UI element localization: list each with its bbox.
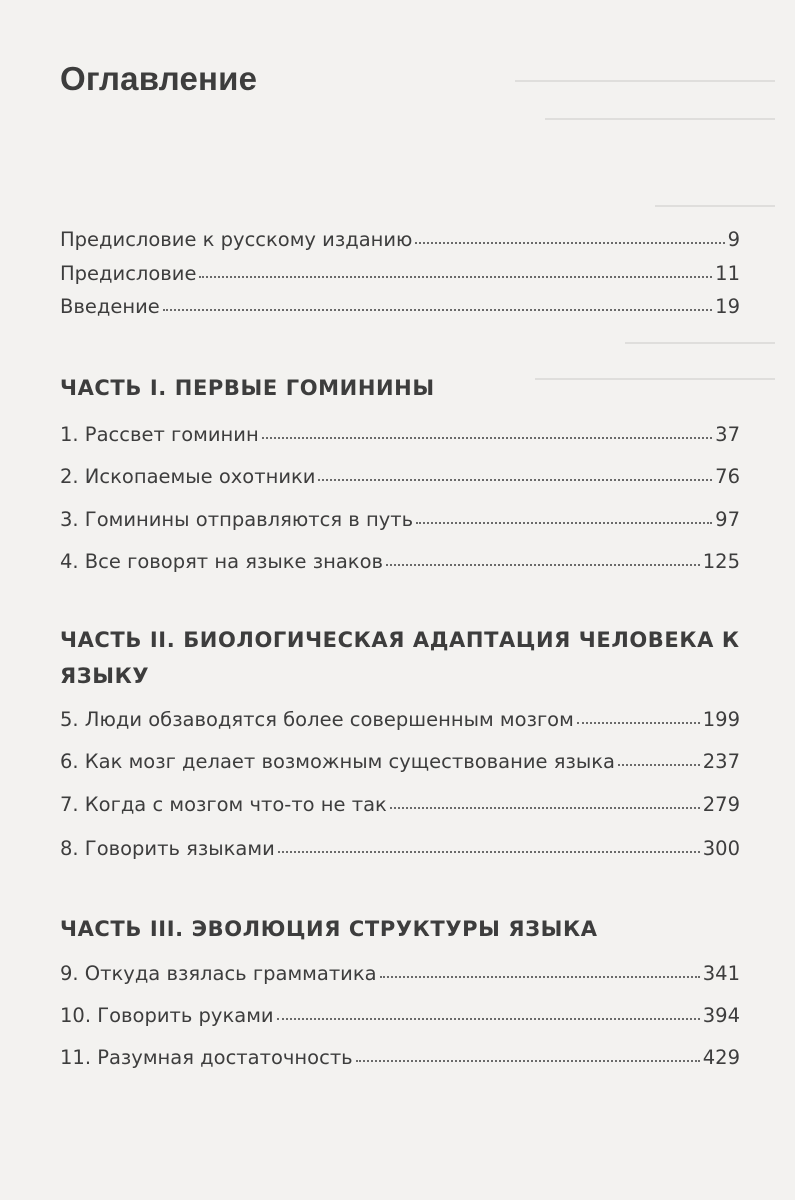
dot-leader bbox=[415, 238, 724, 244]
entry-label: 6. Как мозг делает возможным существование языка bbox=[60, 750, 615, 773]
entry-page-number: 429 bbox=[702, 1046, 740, 1069]
entry-label: 5. Люди обзаводятся более совершенным мозгом bbox=[60, 708, 574, 731]
entry-page-number: 341 bbox=[702, 962, 740, 985]
entry-page-number: 37 bbox=[715, 423, 740, 446]
entry-label: 4. Все говорят на языке знаков bbox=[60, 550, 383, 573]
toc-entry-chapter-7[interactable] bbox=[60, 793, 740, 816]
toc-entry-chapter-1[interactable] bbox=[60, 423, 740, 446]
dot-leader bbox=[390, 803, 700, 809]
entry-page-number: 279 bbox=[702, 793, 740, 816]
toc-entry-chapter-4[interactable] bbox=[60, 550, 740, 573]
dot-leader bbox=[386, 560, 700, 566]
toc-entry-introduction[interactable] bbox=[60, 295, 740, 318]
dot-leader bbox=[416, 518, 712, 524]
entry-label: 10. Говорить руками bbox=[60, 1004, 274, 1027]
entry-page-number: 237 bbox=[702, 750, 740, 773]
toc-entry-chapter-5[interactable] bbox=[60, 708, 740, 731]
dot-leader bbox=[356, 1056, 700, 1062]
entry-page-number: 97 bbox=[715, 508, 740, 531]
entry-label: 1. Рассвет гоминин bbox=[60, 423, 259, 446]
entry-label: Введение bbox=[60, 295, 160, 318]
entry-page-number: 11 bbox=[715, 262, 740, 285]
part-heading-2: ЧАСТЬ II. БИОЛОГИЧЕСКАЯ АДАПТАЦИЯ ЧЕЛОВЕКА К ЯЗЫКУ bbox=[60, 628, 740, 688]
entry-label: 11. Разумная достаточность bbox=[60, 1046, 353, 1069]
toc-entry-chapter-3[interactable] bbox=[60, 508, 740, 531]
dot-leader bbox=[163, 305, 712, 311]
entry-label: 8. Говорить языками bbox=[60, 837, 275, 860]
dot-leader bbox=[199, 272, 712, 278]
entry-label: 9. Откуда взялась грамматика bbox=[60, 962, 377, 985]
toc-entry-chapter-9[interactable] bbox=[60, 962, 740, 985]
entry-page-number: 9 bbox=[727, 228, 740, 251]
entry-label: Предисловие к русскому изданию bbox=[60, 228, 413, 251]
entry-label: 7. Когда с мозгом что-то не так bbox=[60, 793, 387, 816]
toc-entry-chapter-2[interactable] bbox=[60, 465, 740, 488]
entry-label: 3. Гоминины отправляются в путь bbox=[60, 508, 414, 531]
toc-entry-chapter-11[interactable] bbox=[60, 1046, 740, 1069]
toc-entry-chapter-8[interactable] bbox=[60, 837, 740, 860]
dot-leader bbox=[278, 847, 700, 853]
entry-page-number: 394 bbox=[702, 1004, 740, 1027]
toc-entry-chapter-6[interactable] bbox=[60, 750, 740, 773]
entry-page-number: 300 bbox=[702, 837, 740, 860]
dot-leader bbox=[618, 760, 700, 766]
dot-leader bbox=[318, 475, 712, 481]
toc-title: Оглавление bbox=[60, 60, 258, 97]
entry-page-number: 125 bbox=[702, 550, 740, 573]
dot-leader bbox=[380, 972, 700, 978]
toc-entry-preface-russian[interactable] bbox=[60, 228, 740, 251]
entry-label: Предисловие bbox=[60, 262, 197, 285]
part-heading-1: ЧАСТЬ I. ПЕРВЫЕ ГОМИНИНЫ bbox=[60, 376, 435, 400]
part-heading-3: ЧАСТЬ III. ЭВОЛЮЦИЯ СТРУКТУРЫ ЯЗЫКА bbox=[60, 917, 598, 941]
entry-page-number: 76 bbox=[715, 465, 740, 488]
dot-leader bbox=[262, 433, 712, 439]
dot-leader bbox=[577, 718, 700, 724]
entry-page-number: 199 bbox=[702, 708, 740, 731]
toc-entry-preface[interactable] bbox=[60, 262, 740, 285]
toc-entry-chapter-10[interactable] bbox=[60, 1004, 740, 1027]
dot-leader bbox=[277, 1014, 700, 1020]
entry-label: 2. Ископаемые охотники bbox=[60, 465, 316, 488]
entry-page-number: 19 bbox=[715, 295, 740, 318]
